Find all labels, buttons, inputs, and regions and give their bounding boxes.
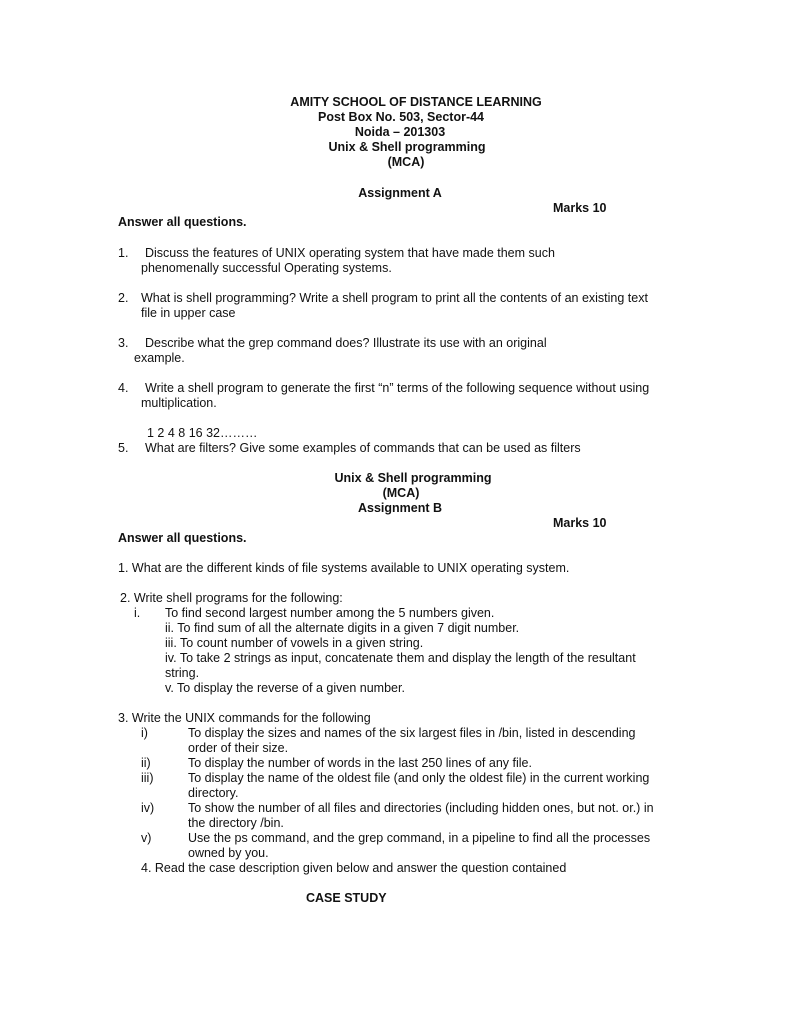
city: Noida – 201303: [354, 125, 446, 139]
item-number: i): [141, 726, 148, 740]
question-text: Write a shell program to generate the first “n” terms of the following sequence without using: [145, 381, 650, 395]
item-text: directory.: [188, 786, 239, 800]
school-name: AMITY SCHOOL OF DISTANCE LEARNING: [290, 95, 542, 109]
item-number: iv): [141, 801, 155, 815]
question-text: What is shell programming? Write a shell program to print all the contents of an existing text: [141, 291, 648, 305]
item-text: To display the number of words in the last 250 lines of any file.: [188, 756, 532, 770]
question-number: 2.: [118, 291, 129, 305]
case-study-heading: CASE STUDY: [306, 891, 387, 905]
item-number: iii): [141, 771, 154, 785]
assignment-b-program: (MCA): [382, 486, 420, 500]
item-text: string.: [165, 666, 200, 680]
sequence: 1 2 4 8 16 32………: [147, 426, 258, 440]
question-number: 3.: [118, 336, 129, 350]
item-text: owned by you.: [188, 846, 269, 860]
question-text: Discuss the features of UNIX operating system that have made them such: [145, 246, 555, 260]
item-text: To find second largest number among the 5 numbers given.: [165, 606, 495, 620]
item-number: v): [141, 831, 152, 845]
course-title: Unix & Shell programming: [328, 140, 486, 154]
item-text: To show the number of all files and directories (including hidden ones, but not. or.) in: [188, 801, 654, 815]
question-text: phenomenally successful Operating systems.: [141, 261, 392, 275]
question-number: 4.: [118, 381, 129, 395]
assignment-a-title: Assignment A: [358, 186, 442, 200]
assignment-b-instruction: Answer all questions.: [118, 531, 247, 545]
item-text: To display the name of the oldest file (and only the oldest file) in the current working: [188, 771, 650, 785]
item-number: i.: [134, 606, 141, 620]
question-number: 1.: [118, 246, 129, 260]
question-text: example.: [134, 351, 185, 365]
question-number: 5.: [118, 441, 129, 455]
assignment-b-course: Unix & Shell programming: [334, 471, 492, 485]
question-text: 1. What are the different kinds of file systems available to UNIX operating system.: [118, 561, 570, 575]
address: Post Box No. 503, Sector-44: [317, 110, 485, 124]
assignment-a-marks: Marks 10: [553, 201, 607, 215]
item-text: v. To display the reverse of a given number.: [165, 681, 405, 695]
item-text: the directory /bin.: [188, 816, 284, 830]
item-number: ii): [141, 756, 151, 770]
item-text: Use the ps command, and the grep command, in a pipeline to find all the processes: [188, 831, 651, 845]
assignment-b-marks: Marks 10: [553, 516, 607, 530]
item-text: ii. To find sum of all the alternate digits in a given 7 digit number.: [165, 621, 520, 635]
question-text: What are filters? Give some examples of commands that can be used as filters: [145, 441, 581, 455]
question-text: Describe what the grep command does? Illustrate its use with an original: [145, 336, 547, 350]
program-name: (MCA): [387, 155, 425, 169]
question-text: 2. Write shell programs for the following:: [120, 591, 343, 605]
item-text: iv. To take 2 strings as input, concatenate them and display the length of the resultant: [165, 651, 636, 665]
item-text: order of their size.: [188, 741, 289, 755]
question-text: multiplication.: [141, 396, 217, 410]
item-text: To display the sizes and names of the six largest files in /bin, listed in descending: [188, 726, 636, 740]
question-text: 3. Write the UNIX commands for the following: [118, 711, 371, 725]
question-text: 4. Read the case description given below and answer the question contained: [141, 861, 567, 875]
question-text: file in upper case: [141, 306, 236, 320]
assignment-b-title: Assignment B: [357, 501, 443, 515]
assignment-a-instruction: Answer all questions.: [118, 215, 247, 229]
item-text: iii. To count number of vowels in a given string.: [165, 636, 424, 650]
